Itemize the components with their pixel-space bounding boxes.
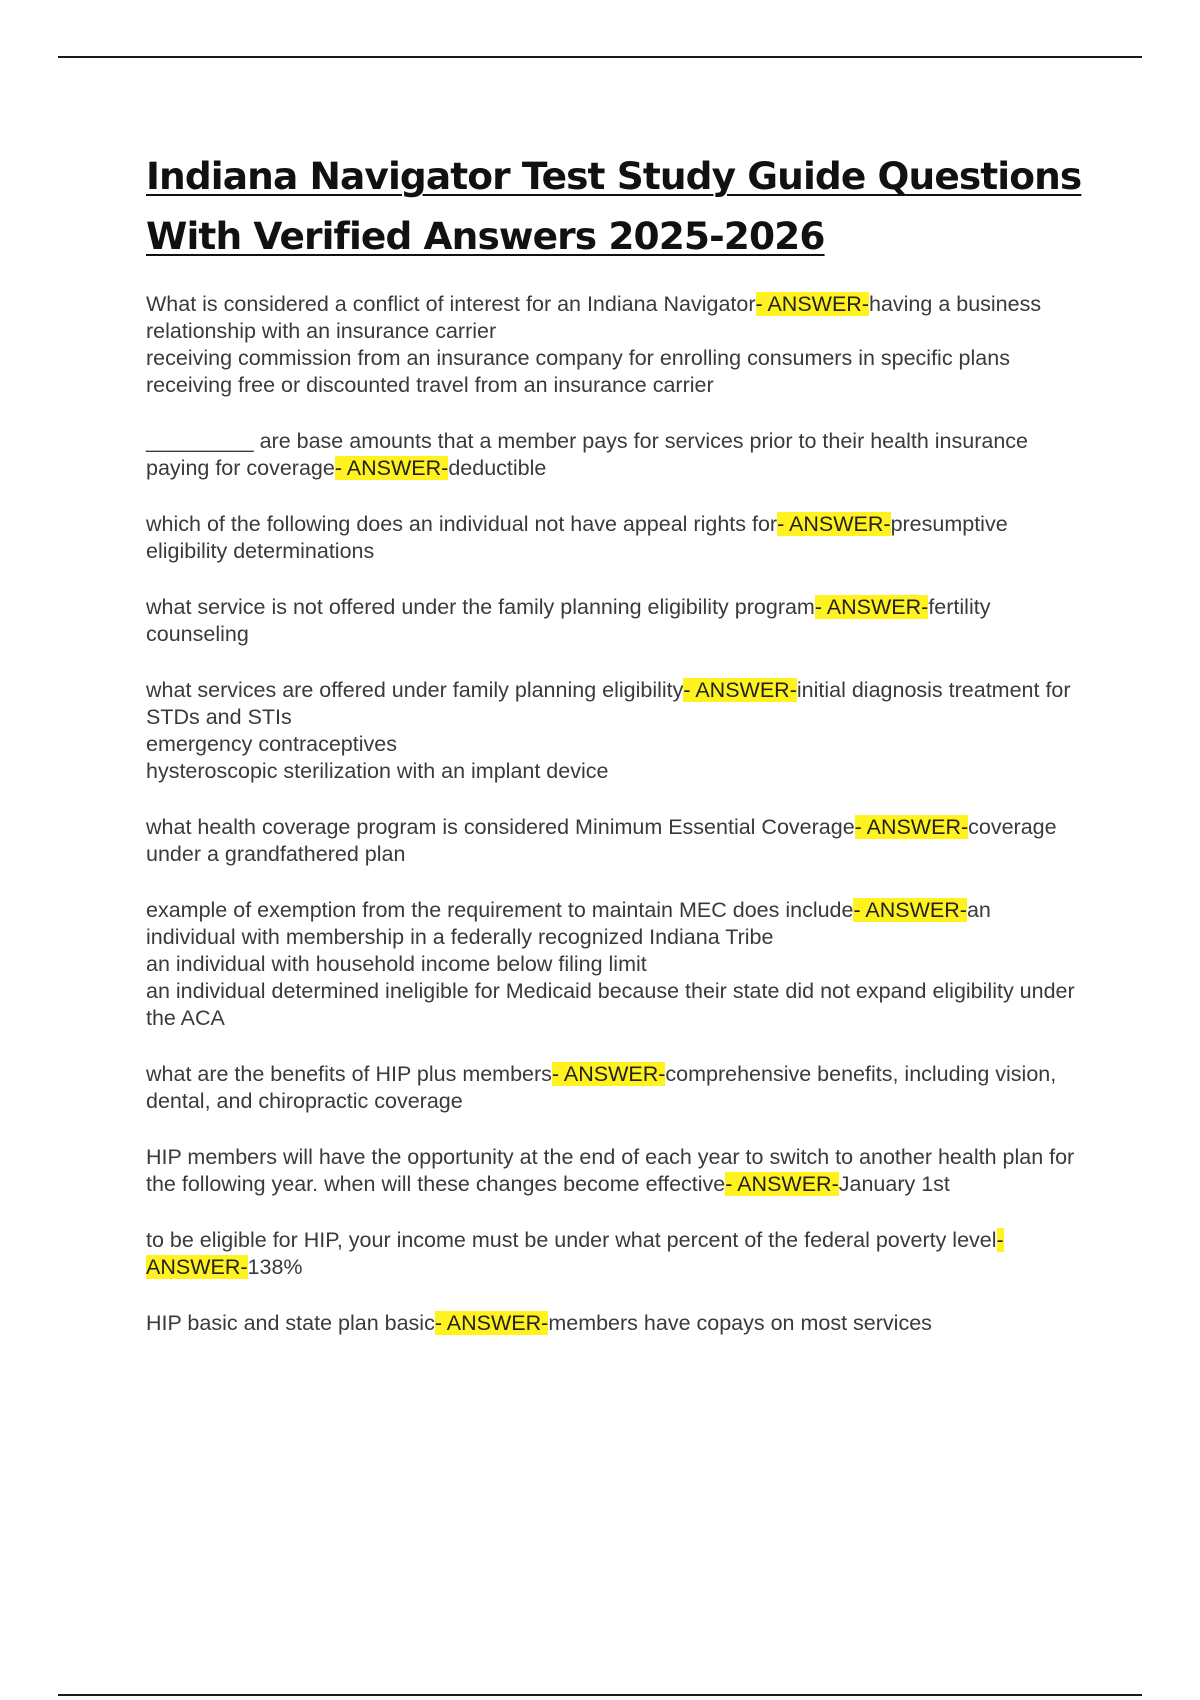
answer-text: initial diagnosis treatment for STDs and STIs [146,678,1071,729]
qa-question-line [146,897,1086,951]
qa-question-line [146,594,1086,648]
answer-marker: - ANSWER- [725,1172,839,1196]
question-text: to be eligible for HIP, your income must be under what percent of the federal poverty level [146,1228,997,1252]
answer-marker: - ANSWER- [334,456,449,480]
question-text: _________ are base amounts that a member pays for services prior to their health insurance paying for coverage [146,429,1028,480]
question-text: example of exemption from the requirement to maintain MEC does include [146,898,854,922]
answer-text: presumptive eligibility determinations [146,512,1008,563]
answer-line: hysteroscopic sterilization with an implant device [146,759,609,783]
qa-list [146,291,1086,1366]
question-text: which of the following does an individual not have appeal rights for [146,512,778,536]
answer-text: deductible [448,456,547,480]
answer-text: coverage under a grandfathered plan [146,815,1057,866]
qa-item [146,291,1086,399]
qa-item [146,594,1086,648]
answer-marker: - ANSWER- [755,292,869,316]
qa-question-line [146,291,1086,345]
header-rule [58,56,1142,58]
qa-item [146,511,1086,565]
answer-marker: - ANSWER- [854,815,969,839]
qa-item [146,897,1086,1032]
qa-item [146,428,1086,482]
footer-rule [58,1694,1142,1696]
qa-item [146,677,1086,785]
answer-line: an individual with household income below filing limit [146,952,647,976]
answer-marker: - ANSWER- [434,1311,549,1335]
qa-question-line [146,511,1086,565]
qa-item [146,1227,1086,1281]
answer-text: members have copays on most services [548,1311,932,1335]
answer-marker: - ANSWER- [551,1062,666,1086]
qa-question-line [146,1144,1086,1198]
qa-question-line [146,1310,1086,1337]
qa-item [146,1310,1086,1337]
answer-line: an individual determined ineligible for Medicaid because their state did not expand eligibility under the ACA [146,979,1075,1030]
answer-text: comprehensive benefits, including vision, dental, and chiropractic coverage [146,1062,1057,1113]
question-text: What is considered a conflict of interest for an Indiana Navigator [146,292,756,316]
question-text: what health coverage program is considered Minimum Essential Coverage [146,815,855,839]
question-text: what service is not offered under the family planning eligibility program [146,595,815,619]
question-text: HIP members will have the opportunity at the end of each year to switch to another health plan for the following year. when will these changes become effective [146,1145,1075,1196]
answer-text: having a business relationship with an insurance carrier [146,292,1042,343]
qa-question-line [146,814,1086,868]
answer-marker: - ANSWER- [777,512,891,536]
qa-question-line [146,428,1086,482]
title-line-2: With Verified Answers 2025-2026 [146,214,825,258]
question-text: what services are offered under family planning eligibility [146,678,684,702]
qa-item [146,1061,1086,1115]
answer-marker: - ANSWER- [853,898,967,922]
qa-question-line [146,677,1086,731]
answer-text: January 1st [838,1172,950,1196]
question-text: HIP basic and state plan basic [146,1311,435,1335]
answer-marker: - ANSWER- [814,595,929,619]
question-text: what are the benefits of HIP plus members [146,1062,552,1086]
answer-text: an individual with membership in a federally recognized Indiana Tribe [146,898,991,949]
title-line-1: Indiana Navigator Test Study Guide Questions [146,154,1082,198]
qa-item [146,814,1086,868]
answer-marker: - ANSWER- [146,1228,1004,1279]
qa-item [146,1144,1086,1198]
answer-text: fertility counseling [146,595,991,646]
answer-line: receiving commission from an insurance company for enrolling consumers in specific plans [146,346,1010,370]
qa-question-line [146,1061,1086,1115]
qa-question-line [146,1227,1086,1281]
answer-line: receiving free or discounted travel from an insurance carrier [146,373,714,397]
answer-line: emergency contraceptives [146,732,397,756]
answer-text: 138% [247,1255,303,1279]
answer-marker: - ANSWER- [683,678,797,702]
document-title [146,146,1086,266]
